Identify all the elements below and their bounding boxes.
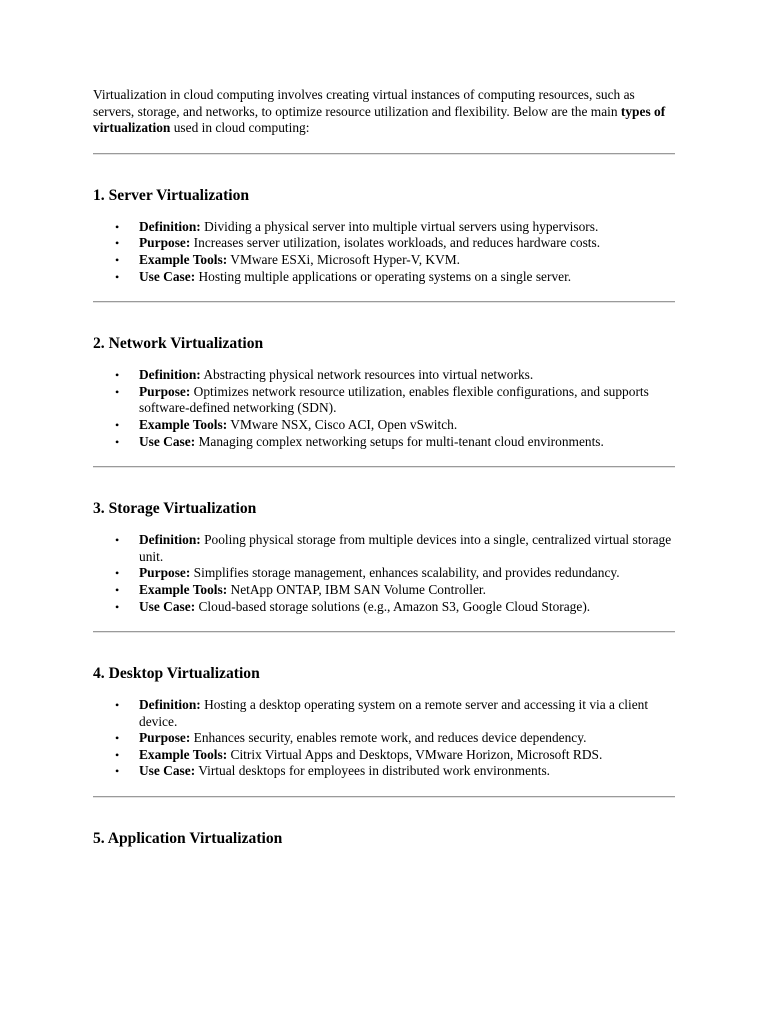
list-item	[93, 434, 675, 451]
list-item	[93, 747, 675, 764]
item-text: VMware NSX, Cisco ACI, Open vSwitch.	[227, 416, 458, 432]
bullet-icon: •	[115, 434, 120, 449]
item-label: Use Case:	[139, 598, 196, 614]
section-application-virtualization	[93, 798, 675, 848]
item-text: Simplifies storage management, enhances scalability, and provides redundancy.	[190, 565, 620, 581]
bullet-icon: •	[115, 599, 120, 614]
bullet-list	[93, 219, 675, 285]
list-item	[93, 599, 675, 616]
item-text: Enhances security, enables remote work, and reduces device dependency.	[190, 730, 587, 746]
item-label: Purpose:	[139, 565, 191, 581]
bullet-icon: •	[115, 731, 120, 746]
intro-text-after: used in cloud computing:	[170, 120, 310, 136]
list-item	[93, 235, 675, 252]
bullet-icon: •	[115, 269, 120, 284]
bullet-icon: •	[115, 236, 120, 251]
item-text: Managing complex networking setups for multi-tenant cloud environments.	[195, 433, 604, 449]
list-item	[93, 565, 675, 582]
item-label: Use Case:	[139, 433, 196, 449]
section-heading: 3. Storage Virtualization	[93, 500, 257, 518]
bullet-icon: •	[115, 368, 120, 383]
item-label: Use Case:	[139, 268, 196, 284]
list-item	[93, 252, 675, 269]
item-label: Example Tools:	[139, 746, 228, 762]
bullet-icon: •	[115, 698, 120, 713]
bullet-icon: •	[115, 384, 120, 399]
bullet-icon: •	[115, 764, 120, 779]
list-item	[93, 417, 675, 434]
item-label: Definition:	[139, 367, 201, 383]
item-text: Increases server utilization, isolates workloads, and reduces hardware costs.	[190, 235, 601, 251]
item-label: Example Tools:	[139, 416, 228, 432]
intro-text-before: Virtualization in cloud computing involves creating virtual instances of computing resources, such as servers, storage, and networks, to optimize resource utilization and flexibility. Below are the main	[93, 87, 635, 119]
list-item	[93, 269, 675, 286]
bullet-icon: •	[115, 252, 120, 267]
section-storage-virtualization	[93, 468, 675, 633]
list-item	[93, 730, 675, 747]
list-item	[93, 532, 675, 565]
bullet-icon: •	[115, 566, 120, 581]
item-label: Example Tools:	[139, 581, 228, 597]
list-item	[93, 763, 675, 780]
item-text: Abstracting physical network resources into virtual networks.	[200, 367, 534, 383]
list-item	[93, 219, 675, 236]
bullet-icon: •	[115, 417, 120, 432]
section-heading: 4. Desktop Virtualization	[93, 665, 260, 683]
intro-paragraph	[93, 87, 675, 137]
item-text: Hosting a desktop operating system on a remote server and accessing it via a client device.	[139, 697, 649, 729]
item-text: Dividing a physical server into multiple virtual servers using hypervisors.	[200, 218, 599, 234]
bullet-list	[93, 697, 675, 780]
bullet-list	[93, 367, 675, 450]
item-label: Purpose:	[139, 235, 191, 251]
list-item	[93, 582, 675, 599]
item-text: Hosting multiple applications or operating systems on a single server.	[195, 268, 572, 284]
section-server-virtualization	[93, 155, 675, 303]
section-heading: 5. Application Virtualization	[93, 830, 283, 848]
section-desktop-virtualization	[93, 633, 675, 798]
section-network-virtualization	[93, 303, 675, 468]
item-label: Use Case:	[139, 763, 196, 779]
item-label: Example Tools:	[139, 251, 228, 267]
item-text: Virtual desktops for employees in distributed work environments.	[195, 763, 551, 779]
list-item	[93, 367, 675, 384]
list-item	[93, 384, 675, 417]
bullet-icon: •	[115, 582, 120, 597]
item-text: Optimizes network resource utilization, enables flexible configurations, and supports software-defined networking (SDN).	[139, 383, 649, 416]
item-text: Pooling physical storage from multiple devices into a single, centralized virtual storage unit.	[139, 532, 672, 564]
item-text: NetApp ONTAP, IBM SAN Volume Controller.	[227, 581, 486, 597]
item-text: Citrix Virtual Apps and Desktops, VMware Horizon, Microsoft RDS.	[227, 746, 603, 762]
item-label: Purpose:	[139, 383, 191, 399]
bullet-icon: •	[115, 747, 120, 762]
item-label: Purpose:	[139, 730, 191, 746]
bullet-list	[93, 532, 675, 615]
item-text: VMware ESXi, Microsoft Hyper-V, KVM.	[227, 251, 460, 267]
bullet-icon: •	[115, 533, 120, 548]
section-heading: 1. Server Virtualization	[93, 186, 250, 204]
intro-bold-text: types of virtualization	[93, 103, 666, 136]
item-text: Cloud-based storage solutions (e.g., Amazon S3, Google Cloud Storage).	[195, 598, 591, 614]
list-item	[93, 697, 675, 730]
item-label: Definition:	[139, 532, 201, 548]
section-heading: 2. Network Virtualization	[93, 335, 264, 353]
bullet-icon: •	[115, 219, 120, 234]
item-label: Definition:	[139, 218, 201, 234]
item-label: Definition:	[139, 697, 201, 713]
